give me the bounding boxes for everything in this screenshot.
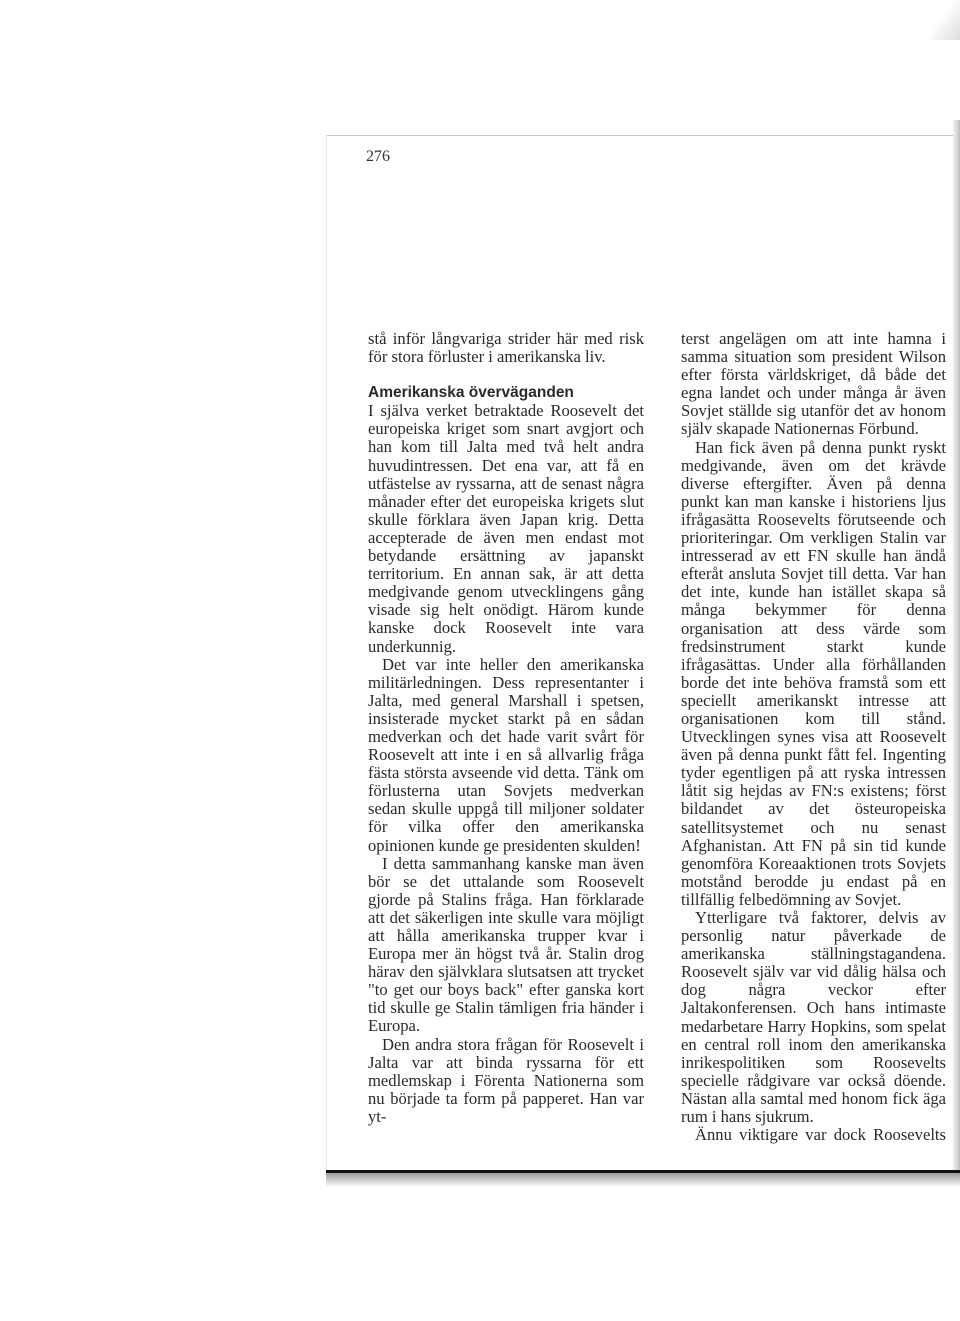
paragraph: Han fick även på denna punkt ryskt medgivande, även om det krävde diverse eftergifter. Även på denna punkt kan man kanske i historiens ljus ifrågasätta Roosevelts förutseende och prioriteringar. Om verkligen Stalin var intresserad av ett FN skulle han ändå efteråt ansluta Sovjet till detta. Var han det inte, kunde han istället skapa så många bekymmer för denna organisation att dess värde som fredsinstrument starkt kunde ifrågasättas. Under alla förhållanden borde det inte behöva framstå som ett speciellt amerikanskt intresse att organisationen kom till stånd. Utvecklingen synes visa att Roosevelt även på denna punkt fått fel. Ingenting tyder egentligen på att ryska intressen låtit sig hejdas av FN:s existens; först bildandet av det östeuropeiska satellitsystemet och nu senast Afghanistan. Att FN på sin tid kunde genomföra Koreaaktionen trots Sovjets motstånd berodde ju endast på en tillfällig felbedömning av Sovjet. [681,437,946,909]
scan-page-left-edge [326,135,327,1175]
paragraph: Ytterligare två faktorer, delvis av personlig natur påverkade de amerikanska ställningstagandena. Roosevelt själv var vid dålig hälsa och dog några veckor efter Jaltakonferensen. Och hans intimaste medarbetare Harry Hopkins, som spelat en central roll inom den amerikanska inrikespolitiken som Roosevelts specielle rådgivare var också döende. Nästan alla samtal med honom fick äga rum i hans sjukrum. [681,908,946,1127]
paragraph: I detta sammanhang kanske man även bör se det uttalande som Roosevelt gjorde på Stalins fråga. Han förklarade att det säkerligen inte skulle vara möjligt att hålla amerikanska trupper kvar i Europa mer än högst två år. Stalin drog härav den självklara slutsatsen att trycket "to get our boys back" efter ganska kort tid skulle ge Stalin tämligen fria händer i Europa. [368,853,644,1036]
scan-corner-shadow [930,0,960,40]
paragraph: stå inför långvariga strider här med risk för stora förluster i amerikanska liv. [368,329,644,367]
paragraph: terst angelägen om att inte hamna i samma situation som president Wilson efter första världskriget, då både det egna landet och under många år även Sovjet ställde sig utanför det av honom själv skapade Nationernas Förbund. [681,329,946,439]
page-number: 276 [366,148,390,165]
scan-bottom-shadow [326,1173,960,1187]
paragraph: I själva verket betraktade Roosevelt det europeiska kriget som snart avgjort och han kom till Jalta med två helt andra huvudintressen. Det ena var, att få en utfästelse av ryssarna, att de senast några månader efter det europeiska krigets slut skulle förklara även Japan krig. Detta accepterade de även men endast mot betydande ersättning av japanskt territorium. En annan sak, är att detta medgivande genom utvecklingens gång visade sig helt onödigt. Härom kunde kanske dock Roosevelt inte vara underkunnig. [368,401,644,656]
paragraph: Ännu viktigare var dock Roosevelts [695,1125,946,1145]
paragraph: Den andra stora frågan för Roosevelt i Jalta var att binda ryssarna för ett medlemskap i Förenta Nationerna som nu började ta form på papperet. Han var yt- [368,1034,644,1126]
bleed-through-text [872,160,958,250]
scan-right-shadow [953,120,960,1180]
left-column [368,330,644,1126]
paragraph: Det var inte heller den amerikanska militärledningen. Dess representanter i Jalta, med general Marshall i spetsen, insisterade mycket starkt på en sådan medverkan och det hade varit svårt för Roosevelt att inte i en så allvarlig fråga fästa största avseende vid detta. Tänk om förlusterna utan Sovjets medverkan sedan skulle uppgå till miljoner soldater för vilka offer den amerikanska opinionen kunde ge presidenten skulden! [368,654,644,855]
section-heading: Amerikanska överväganden [368,384,574,402]
scan-page-top-edge [326,135,960,136]
right-column [681,330,946,1144]
